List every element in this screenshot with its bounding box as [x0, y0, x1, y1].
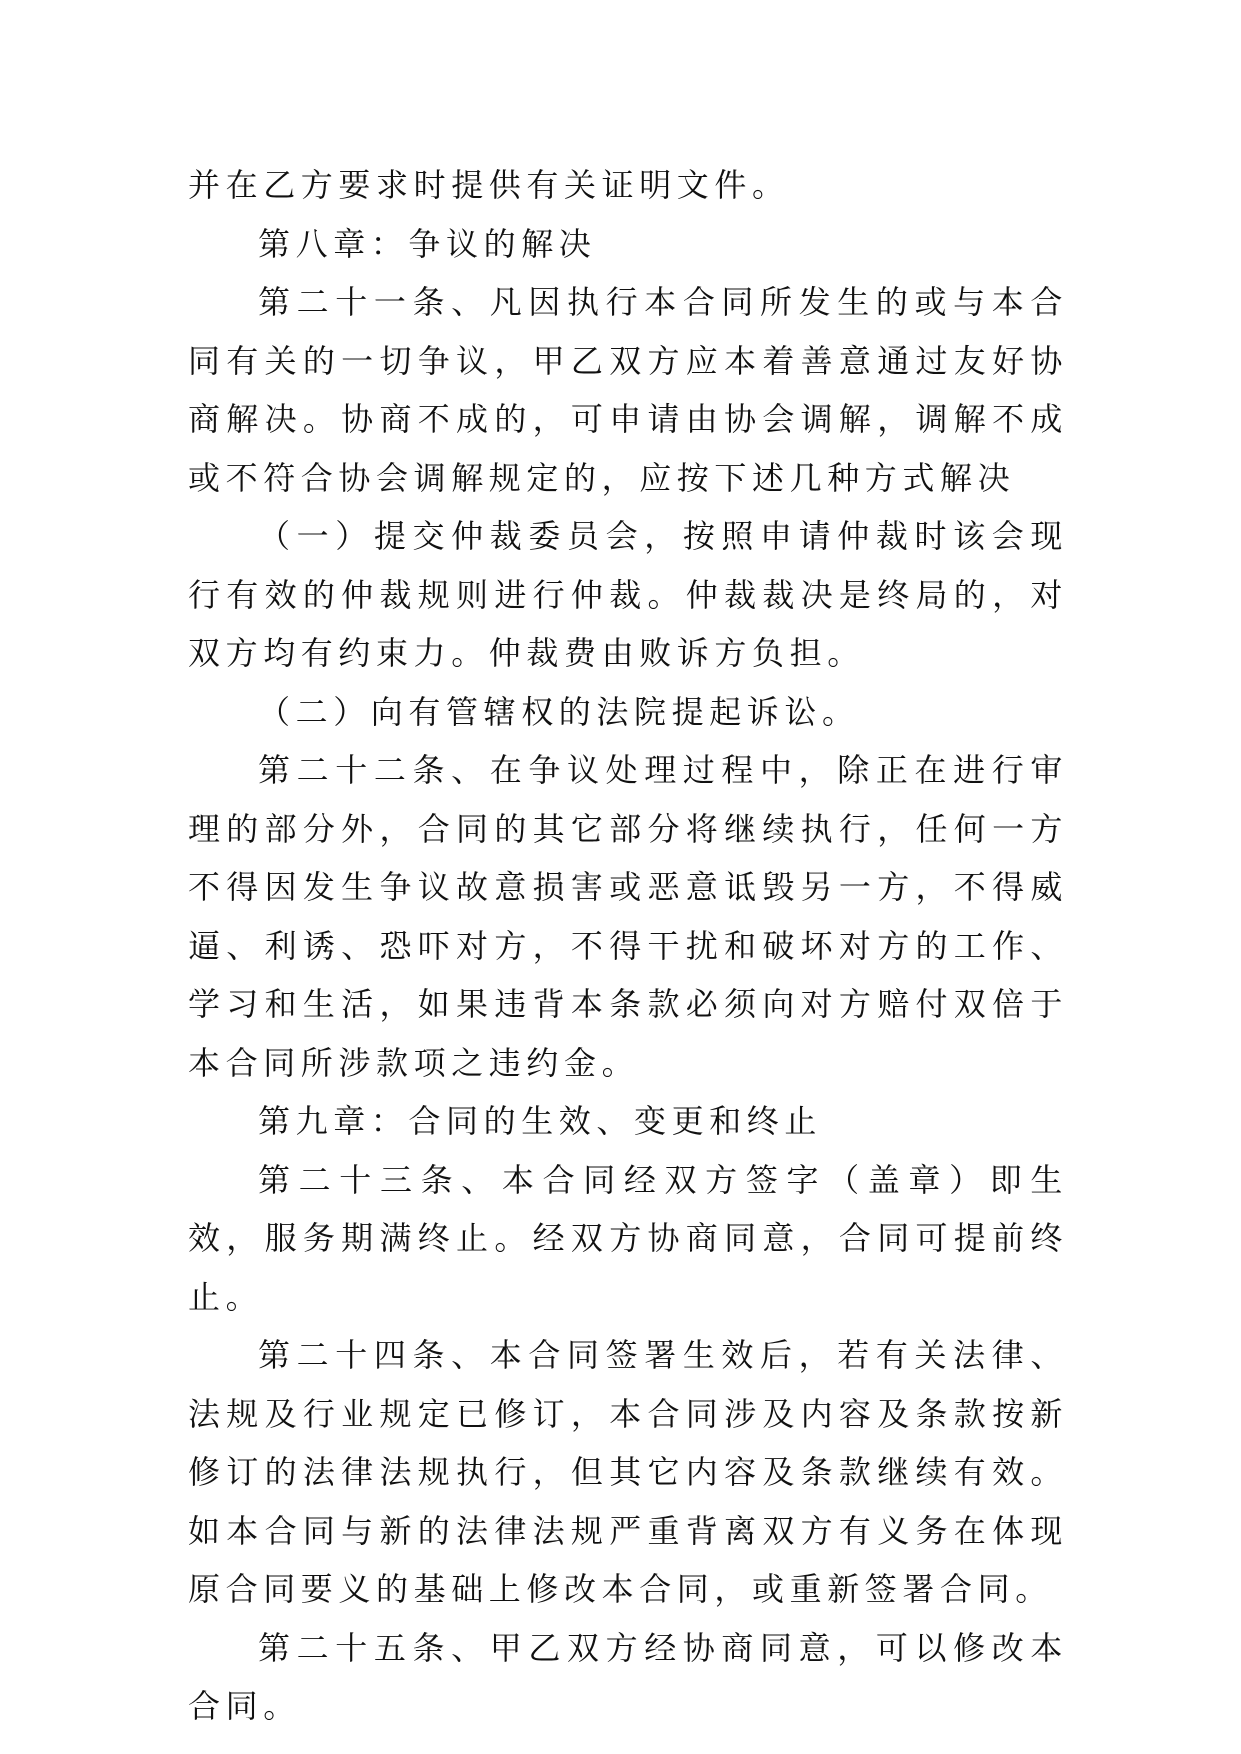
document-body [188, 156, 1068, 1736]
clause-2-litigation: （二）向有管辖权的法院提起诉讼。 [258, 692, 860, 731]
article-25: 第二十五条、甲乙双方经协商同意，可以修改本合同。 [188, 1628, 1068, 1725]
article-22: 第二十二条、在争议处理过程中，除正在进行审理的部分外，合同的其它部分将继续执行，任何一方不得因发生争议故意损害或恶意诋毁另一方，不得威逼、利诱、恐吓对方，不得干扰和破坏对方的工作、学习和生活，如果违背本条款必须向对方赔付双倍于本合同所涉款项之违约金。 [188, 751, 1068, 1082]
article-23: 第二十三条、本合同经双方签字（盖章）即生效，服务期满终止。经双方协商同意，合同可提前终止。 [188, 1160, 1068, 1316]
clause-1-arbitration: （一）提交仲裁委员会，按照申请仲裁时该会现行有效的仲裁规则进行仲裁。仲裁裁决是终局的，对双方均有约束力。仲裁费由败诉方负担。 [188, 517, 1068, 672]
paragraph-continuation: 并在乙方要求时提供有关证明文件。 [188, 166, 790, 204]
article-21: 第二十一条、凡因执行本合同所发生的或与本合同有关的一切争议，甲乙双方应本着善意通过友好协商解决。协商不成的，可申请由协会调解，调解不成或不符合协会调解规定的，应按下述几种方式解决 [188, 283, 1068, 497]
article-24: 第二十四条、本合同签署生效后，若有关法律、法规及行业规定已修订，本合同涉及内容及条款按新修订的法律法规执行，但其它内容及条款继续有效。如本合同与新的法律法规严重背离双方有义务在体现原合同要义的基础上修改本合同，或重新签署合同。 [188, 1336, 1068, 1608]
chapter-9-heading: 第九章：合同的生效、变更和终止 [258, 1102, 823, 1140]
chapter-8-heading: 第八章：争议的解决 [258, 224, 597, 263]
